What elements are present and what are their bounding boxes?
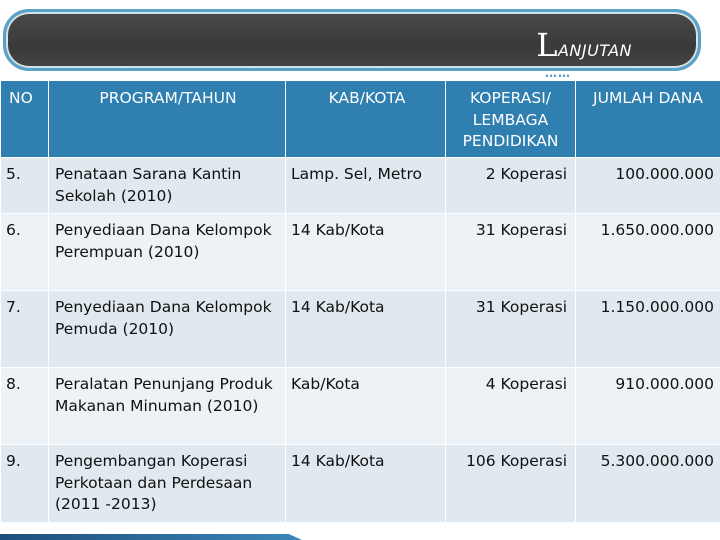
table-row [1,445,720,523]
program-table [0,80,720,523]
cell-no: 6. [1,214,49,291]
title-banner [0,0,720,84]
slide-title-rest: ANJUTAN [557,41,632,60]
cell-no: 8. [1,368,49,445]
banner-shape [3,9,701,71]
cell-program: Penataan Sarana Kantin Sekolah (2010) [49,158,286,214]
cell-no: 9. [1,445,49,523]
cell-program: Penyediaan Dana Kelompok Pemuda (2010) [49,291,286,368]
cell-jumlah-dana: 100.000.000 [576,158,720,214]
table-row [1,368,720,445]
header-koperasi: KOPERASI/ LEMBAGA PENDIDIKAN [446,81,576,158]
header-program: PROGRAM/TAHUN [49,81,286,158]
cell-koperasi: 4 Koperasi [446,368,576,445]
cell-koperasi: 106 Koperasi [446,445,576,523]
header-kab-kota: KAB/KOTA [286,81,446,158]
table-header-row [1,81,720,158]
footer-notch [280,530,720,540]
header-jumlah-dana: JUMLAH DANA [576,81,720,158]
cell-kab-kota: 14 Kab/Kota [286,214,446,291]
cell-program: Pengembangan Koperasi Perkotaan dan Perdesaan (2011 -2013) [49,445,286,523]
cell-jumlah-dana: 910.000.000 [576,368,720,445]
cell-program: Peralatan Penunjang Produk Makanan Minuman (2010) [49,368,286,445]
footer-bar [0,528,720,540]
table-row [1,291,720,368]
title-dots: …… [545,66,571,80]
cell-jumlah-dana: 5.300.000.000 [576,445,720,523]
cell-kab-kota: Lamp. Sel, Metro [286,158,446,214]
header-no: NO [1,81,49,158]
cell-jumlah-dana: 1.150.000.000 [576,291,720,368]
cell-no: 7. [1,291,49,368]
cell-koperasi: 2 Koperasi [446,158,576,214]
cell-kab-kota: Kab/Kota [286,368,446,445]
table-row [1,158,720,214]
cell-koperasi: 31 Koperasi [446,214,576,291]
table-row [1,214,720,291]
slide-title-initial: L [536,26,558,64]
cell-jumlah-dana: 1.650.000.000 [576,214,720,291]
cell-no: 5. [1,158,49,214]
cell-kab-kota: 14 Kab/Kota [286,445,446,523]
cell-koperasi: 31 Koperasi [446,291,576,368]
cell-kab-kota: 14 Kab/Kota [286,291,446,368]
cell-program: Penyediaan Dana Kelompok Perempuan (2010) [49,214,286,291]
slide-title [536,26,632,64]
